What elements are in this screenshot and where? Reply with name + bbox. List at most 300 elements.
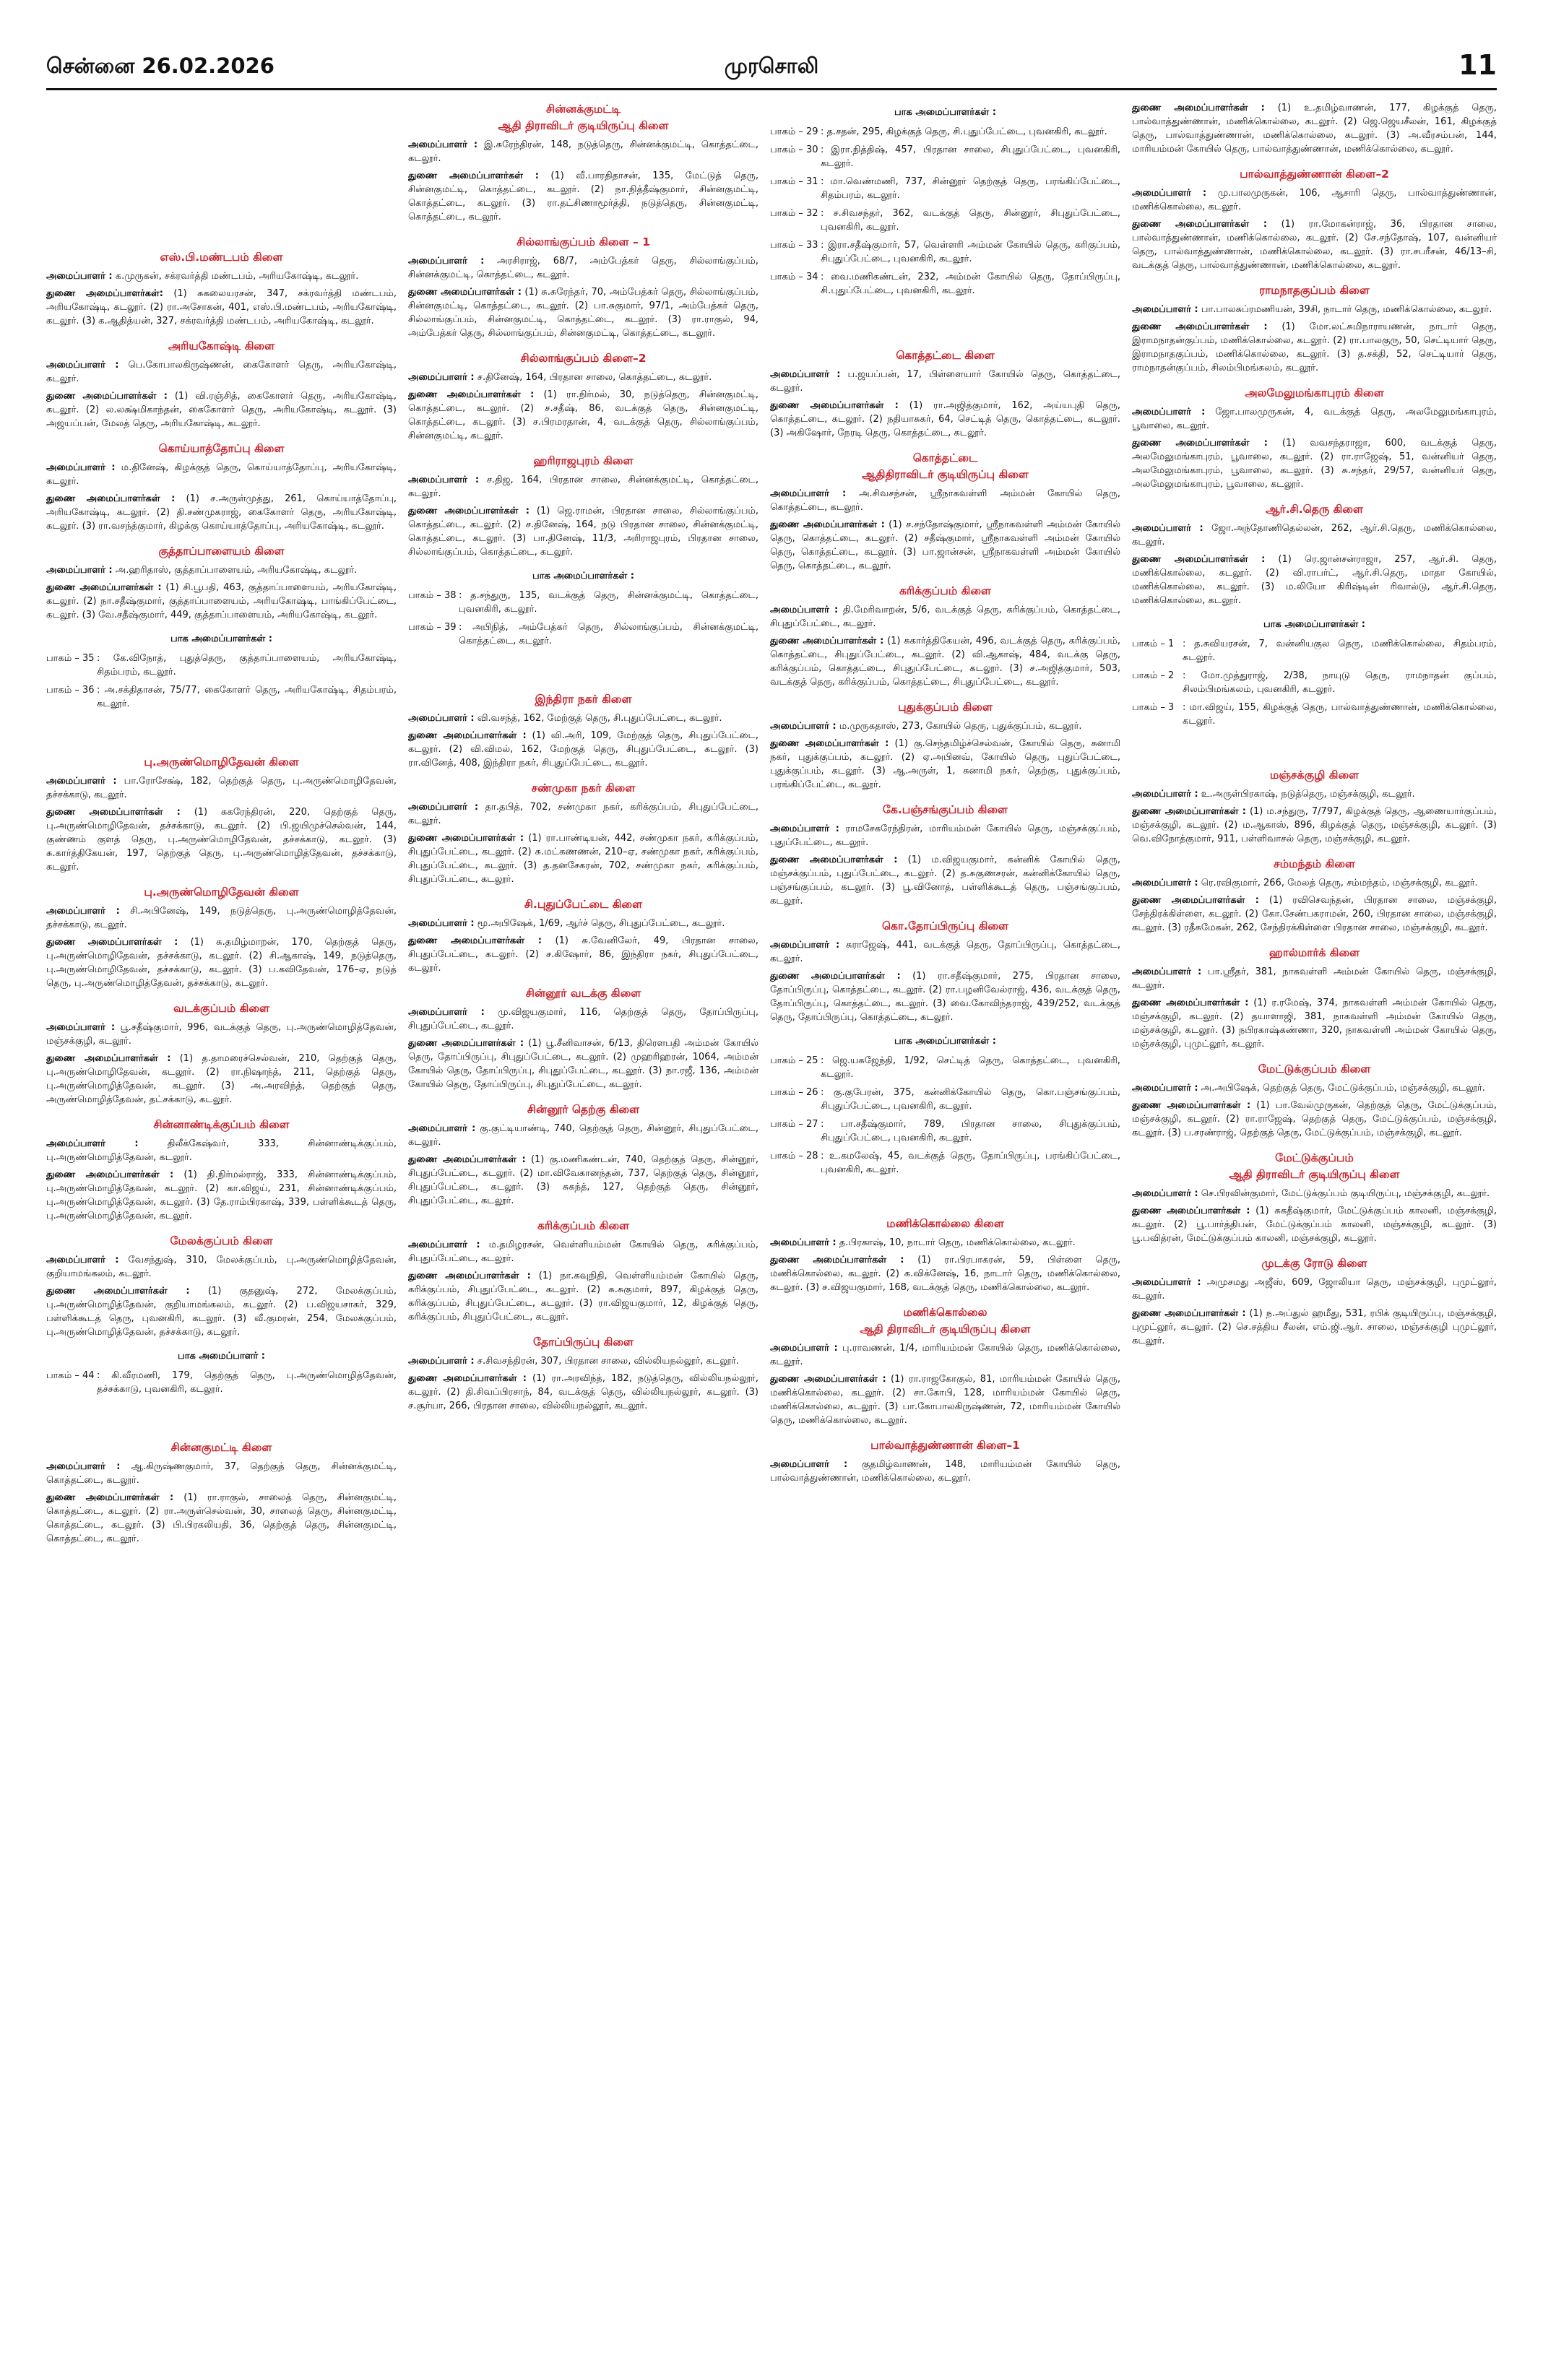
- booth-row: [770, 270, 1120, 298]
- deputy-organizers: [408, 934, 758, 975]
- deputy-text: (1) ஜெ.ராமன், பிரதான சாலை, சில்லாங்குப்பம், கொத்தட்டை, கடலூர். (2) ச.தினேஷ், 164, நடு பிரதான சாலை, சின்னக்குமட்டி, கொத்தட்டை, கடலூர். (3) பா.தினேஷ், 11/3, அரிராஜபுரம், பிரதான சாலை, சில்லாங்குப்பம், கொத்தட்டை, கடலூர்.: [408, 506, 758, 558]
- branch-title: புதுக்குப்பம் கிளை: [898, 701, 993, 714]
- organizer-label: அமைப்பாளர் :: [770, 369, 841, 380]
- deputy-organizers: [408, 504, 758, 559]
- booth-text: : மா.விஜய், 155, கிழக்குத் தெரு, பால்வாத்துண்ணான், மணிக்கொல்லை, கடலூர்.: [1183, 702, 1497, 727]
- deputy-text: (1) ரா.பாண்டியன், 442, சண்முகா நகர், கரிக்குப்பம், சிபுதுப்பேட்டை, கடலூர். (2) சு.மட்கணணன், 210–ஏ, சண்முகா நகர், கரிக்குப்பம், சிபுதுப்பேட்டை, கடலூர். (3) த.தனசேகரன், 702, சண்முகா நகர், கரிக்குப்பம், சிபுதுப்பேட்டை, கடலூர்.: [408, 833, 758, 885]
- deputy-label: துணை அமைப்பாளர்கள் :: [770, 854, 898, 865]
- organizer-label: அமைப்பாளர் :: [408, 1356, 475, 1367]
- deputy-organizers: [1132, 101, 1497, 156]
- booth-number: பாகம் – 2: [1132, 670, 1175, 681]
- deputy-organizers: [408, 729, 758, 770]
- deputy-label: துணை அமைப்பாளர்கள் :: [46, 807, 181, 818]
- organizer-label: அமைப்பாளர் :: [770, 823, 839, 834]
- branch-title: சில்லாங்குப்பம் கிளை – 1: [517, 235, 650, 248]
- organizer-text: ம.தமிழரசன், வெள்ளியம்மன் கோயில் தெரு, கரிக்குப்பம், சிபுதுப்பேட்டை, கடலூர்.: [408, 1239, 758, 1264]
- branch-title: எஸ்.பி.மண்டபம் கிளை: [160, 251, 283, 264]
- deputy-label: துணை அமைப்பாளர்கள் :: [1132, 806, 1246, 817]
- deputy-organizers: [46, 581, 397, 622]
- organizer-label: அமைப்பாளர் :: [770, 1237, 837, 1248]
- organizer-text: சி.அபினேஷ், 149, நடுத்தெரு, பு.அருண்மொழித்தேவன், தச்சக்காடு, கடலூர்.: [46, 906, 397, 930]
- organizer-text: த.பிரகாஷ், 10, நாடார் தெரு, மணிக்கொல்லை, கடலூர்.: [839, 1237, 1076, 1248]
- masthead: [46, 49, 1497, 88]
- deputy-organizers: [1132, 1307, 1497, 1348]
- organizer-label: அமைப்பாளர் :: [46, 360, 119, 371]
- deputy-label: துணை அமைப்பாளர்கள் :: [1132, 1100, 1251, 1111]
- organizer: [1132, 1187, 1497, 1200]
- organizer-text: அமுசமது அஜீஸ், 609, ஜோலியா தெரு, மஞ்சக்குழி, புமுட்லூர், கடலூர்.: [1132, 1277, 1497, 1302]
- deputy-text: (1) ம.விஜயகுமார், கன்னிக் கோயில் தெரு, மஞ்சக்குப்பம், புதுப்பேட்டை, கடலூர். (2) த.சுகுணசரன், கன்னிக்கோயில் தெரு, பஞ்சங்குப்பம், கடலூர். (3) பூ.வினோத், பள்ளிக்கூடத் தெரு, பஞ்சங்குப்பம், கடலூர்.: [770, 854, 1120, 906]
- organizer-label: அமைப்பாளர் :: [46, 1461, 121, 1472]
- deputy-organizers: [408, 1269, 758, 1324]
- booth-text: : கி.வீரமணி, 179, தெற்குத் தெரு, பு.அருண்மொழித்தேவன், தச்சக்காடு, புவனகிரி, கடலூர்.: [97, 1370, 397, 1395]
- deputy-text: (1) சு.சுரேந்தர், 70, அம்பேத்கர் தெரு, சில்லாங்குப்பம், சின்னகுமட்டி, கொத்தட்டை, கடலூர். (2) பா.சுகுமார், 97/1, அம்பேத்கர் தெரு, சில்லாங்குப்பம், சின்னகுமட்டி, கொத்தட்டை, கடலூர். (3) ரா.ராகுல், 94, அம்பேத்கர் தெரு, சில்லாங்குப்பம், சின்னகுமட்டி, கொத்தட்டை, கடலூர்.: [408, 287, 758, 339]
- deputy-label: துணை அமைப்பாளர்கள் :: [1132, 321, 1268, 332]
- organizer-text: பா.ரோசேக்ஷ், 182, தெற்குத் தெரு, பு.அருண்மொழிதேவன், தச்சக்காடு, கடலூர்.: [46, 776, 397, 800]
- deputy-organizers: [1132, 805, 1497, 846]
- deputy-label: துணை அமைப்பாளர்கள்:: [46, 288, 163, 299]
- deputy-organizers: [46, 935, 397, 990]
- deputy-organizers: [46, 805, 397, 874]
- deputy-text: (1) சுகலையரசன், 347, சக்ரவர்த்தி மண்டபம், அரியகோஷ்டி, கடலூர். (2) ரா.அசோகன், 401, எஸ்.பி.மண்டபம், அரியகோஷ்டி, கடலூர். (3) க.ஆதித்யன், 327, சக்ரவர்த்தி மண்டபம், அரியகோஷ்டி, கடலூர்.: [46, 288, 397, 326]
- page-number: 11: [1458, 49, 1497, 81]
- deputy-label: துணை அமைப்பாளர்கள் :: [46, 1053, 171, 1064]
- branch-section: [770, 347, 1120, 440]
- organizer-label: அமைப்பாளர் :: [46, 271, 113, 282]
- branch-section: [770, 699, 1120, 792]
- booth-row: [46, 683, 397, 711]
- branch-title: பு.அருண்மொழிதேவன் கிளை: [144, 886, 299, 899]
- booth-text: : மோ.முத்துராஜ், 2/38, நாயுடு தெரு, ராமநாதன் குப்பம், சிலம்பிமங்கலம், புவனகிரி, கடலூர்.: [1183, 670, 1497, 695]
- organizer: [46, 1021, 397, 1048]
- deputy-organizers: [46, 1168, 397, 1223]
- deputy-label: துணை அமைப்பாளர்கள் :: [46, 493, 176, 504]
- deputy-label: துணை அமைப்பாளர்கள் :: [408, 1154, 526, 1165]
- organizer: [46, 269, 397, 283]
- organizer: [1132, 186, 1497, 214]
- branch-title: அலமேலுமங்காபுரம் கிளை: [1245, 386, 1384, 399]
- branch-section: [46, 338, 397, 430]
- deputy-organizers: [1132, 1099, 1497, 1140]
- deputy-text: (1) சி.பூபதி, 463, குத்தாப்பாளையம், அரியகோஷ்டி, கடலூர். (2) நா.சதீஷ்குமார், குத்தாப்பாளையம், அரியகோஷ்டி, பாங்கிப்பேட்டை, கடலூர். (3) வே.சதீஷ்குமார், 449, குத்தாப்பாளையம், அரியகோஷ்டி, கடலூர்.: [46, 582, 397, 620]
- deputy-label: துணை அமைப்பாளர்கள் :: [46, 391, 168, 402]
- organizer: [1132, 1081, 1497, 1095]
- booth-text: : வை.மணிகண்டன், 232, அம்மன் கோயில் தெரு, தோப்பிருப்பு, சி.புதுப்பேட்டை, புவனகிரி, கடலூர்.: [821, 272, 1120, 296]
- organizer-label: அமைப்பாளர் :: [1132, 789, 1198, 800]
- organizer-text: திலீக்கேஷ்வர், 333, சின்னாண்டிக்குப்பம், பு.அருண்மொழித்தேவன், கடலூர்.: [46, 1138, 397, 1163]
- deputy-label: துணை அமைப்பாளர்கள் :: [46, 1169, 174, 1180]
- branch-title: ஹரிராஜபுரம் கிளை: [533, 454, 634, 467]
- branch-title-line: மணிக்கொல்லை: [903, 1306, 987, 1319]
- deputy-text: (1) ந.அப்துல் ஹமீது, 531, ரபிக் குடியிருப்பு, மஞ்சக்குழி, புமுட்லூர், கடலூர். (2) செ.சத்திய சீலன், எம்.ஜி.ஆர். சாலை, மஞ்சக்குழி புமுட்லூர், கடலூர்.: [1132, 1308, 1497, 1346]
- booth-number: பாகம் – 3: [1132, 702, 1175, 713]
- organizer-text: ராமசேகரேந்திரன், மாரியம்மன் கோயில் தெரு, மஞ்சக்குப்பம், புதுப்பேட்டை, கடலூர்.: [770, 823, 1120, 848]
- organizer: [46, 563, 397, 577]
- organizer-label: அமைப்பாளர் :: [770, 721, 837, 732]
- organizer: [408, 800, 758, 828]
- deputy-label: துணை அமைப்பாளர்கள் :: [770, 1374, 886, 1385]
- deputy-text: (1) ம.சந்துரு, 7/797, கிழக்குத் தெரு, ஆணையார்குப்பம், மஞ்சக்குழி, கடலூர். (2) ம.ஆகாஸ், 896, கிழக்குத் தெரு, மஞ்சக்குழி, கடலூர். (3) வெ.விநோத்குமார், 911, பள்ளிவாசல் தெரு, மஞ்சக்குழி, கடலூர்.: [1132, 806, 1497, 844]
- branch-title: கரிக்குப்பம் கிளை: [537, 1219, 629, 1232]
- branch-section: [770, 583, 1120, 689]
- deputy-text: (1) ச.அருள்முத்து, 261, கொய்யாத்தோப்பு, அரியகோஷ்டி, கடலூர். (2) தி.சண்முகராஜ், கைகோளர் தெரு, அரியகோஷ்டி, கடலூர். (3) ரா.வசந்த்குமார், கிழக்கு கொய்யாத்தோப்பு, அரியகோஷ்டி, கடலூர்.: [46, 493, 397, 532]
- booth-number: பாகம் – 29: [770, 126, 818, 137]
- organizer-text: குதமிழ்வாணன், 148, மாரியம்மன் கோயில் தெரு, பால்வாத்துண்ணான், மணிக்கொல்லை, கடலூர்.: [770, 1459, 1120, 1484]
- branch-title: சம்மந்தம் கிளை: [1274, 857, 1355, 870]
- column-4: [1132, 101, 1497, 2369]
- booth-text: : த.சந்துரு, 135, வடக்குத் தெரு, சின்னக்குமட்டி, கொத்தட்டை, புவனகிரி, கடலூர்.: [459, 590, 758, 615]
- deputy-organizers: [770, 969, 1120, 1024]
- deputy-label: துணை அமைப்பாளர்கள் :: [770, 738, 889, 749]
- booth-subheading: பாக அமைப்பாளர் :: [178, 1351, 265, 1362]
- organizer-text: அ.அபிஷேக், தெற்குத் தெரு, மேட்டுக்குப்பம், மஞ்சக்குழி, கடலூர்.: [1201, 1083, 1485, 1094]
- organizer-label: அமைப்பாளர் :: [1132, 407, 1206, 417]
- branch-section: [408, 453, 758, 559]
- branch-title: பால்வாத்துண்ணான் கிளை–1: [870, 1439, 1020, 1452]
- deputy-text: (1) வி.ரஞ்சித், கைகோளர் தெரு, அரியகோஷ்டி, கடலூர். (2) ல.லக்ஷ்மிகாந்தன், கைகோளர் தெரு, அரியகோஷ்டி, கடலூர். (3) அஜயப்பன், மேலத் தெரு, அரியகோஷ்டி, கடலூர்.: [46, 391, 397, 429]
- organizer-text: உ.அருள்பிரகாஷ், நடுத்தெரு, மஞ்சக்குழி, கடலூர்.: [1201, 789, 1415, 800]
- branch-section: [408, 780, 758, 886]
- booth-text: : ச.சிவசந்தர், 362, வடக்குத் தெரு, சின்னூர், சிபுதுப்பேட்டை, புவனகிரி, கடலூர்.: [821, 208, 1120, 233]
- branch-title: சின்னூர் தெற்கு கிளை: [527, 1103, 640, 1116]
- organizer-label: அமைப்பாளர் :: [770, 940, 840, 951]
- booth-text: : த.சுவியரசன், 7, வன்னியகுல தெரு, மணிக்கொல்லை, சிதம்பரம், கடலூர்.: [1183, 639, 1497, 663]
- branch-title-line: கொத்தட்டை: [912, 451, 978, 464]
- deputy-text: (1) ச.சந்தோஷ்குமார், ஸ்ரீநாகவள்ளி அம்மன் கோயில் தெரு, கொத்தட்டை, கடலூர். (2) சதீஷ்குமார், ஸ்ரீநாகவள்ளி அம்மன் கோயில் தெரு, கொத்தட்டை, கடலூர். (3) பா.ஜான்சன், ஸ்ரீநாகவள்ளி அம்மன் கோயில் தெரு, கொத்தட்டை, கடலூர்.: [770, 519, 1120, 571]
- deputy-label: துணை அமைப்பாளர்கள் :: [770, 971, 901, 982]
- organizer-label: அமைப்பாளர் :: [770, 1343, 838, 1354]
- organizer-label: அமைப்பாளர் :: [770, 1459, 848, 1470]
- deputy-label: துணை அமைப்பாளர்கள் :: [408, 730, 527, 741]
- organizer: [408, 1238, 758, 1265]
- deputy-text: (1) சுகரேந்திரன், 220, தெற்குத் தெரு, பு.அருண்மொழிதேவன், தச்சக்காடு, கடலூர். (2) பி.ஜயிமுச்செல்வன், 144, குண்ணம் குளத் தெரு, பு.அருண்மொழிதேவன், தச்சக்காடு, கடலூர். (3) சு.கார்த்திகேயன், 197, தெற்குத் தெரு, பு.அருண்மொழித்தேவன், தச்சக்காடு, கடலூர்.: [46, 807, 397, 873]
- organizer: [770, 822, 1120, 849]
- deputy-text: (1) மோ.லட்சுமிநாராயணன், நாடார் தெரு, இராமநாதன்குப்பம், மணிக்கொல்லை, கடலூர். (2) ரா.பாலகுரு, 50, செட்டியார் தெரு, இராமநாதகுப்பம், மணிக்கொல்லை, கடலூர். (3) த.சக்தி, 52, செட்டியார் தெரு, ராமநாதன்குப்பம், சிலம்பிமங்கலம், கடலூர்.: [1132, 321, 1497, 373]
- organizer-text: அரசிராஜ், 68/7, அம்பேத்கர் தெரு, சில்லாங்குப்பம், சின்னக்குமட்டி, கொத்தட்டை, கடலூர்.: [408, 256, 758, 280]
- booth-number: பாகம் – 25: [770, 1055, 818, 1066]
- booth-row: [770, 1117, 1120, 1145]
- organizer: [46, 774, 397, 802]
- branch-section: [46, 1000, 397, 1107]
- deputy-text: (1) சு.தமிழ்மாறன், 170, தெற்குத் தெரு, பு.அருண்மொழிதேவன், தச்சக்காடு, கடலூர். (2) சி.ஆகாஷ், 149, நடுத்தெரு, பு.அருண்மொழிதேவன், தச்சக்காடு, கடலூர். (3) ப.கவிதேவன், 176–ஏ, நடுத் தெரு, பு.அருண்மொழித்தேவன், தச்சக்காடு, கடலூர்.: [46, 937, 397, 989]
- branch-section: [46, 884, 397, 990]
- organizer: [770, 938, 1120, 966]
- masthead-paper-name: முரசொலி: [724, 53, 819, 78]
- organizer-text: ச.திஜ, 164, பிரதான சாலை, சின்னக்குமட்டி, கொத்தட்டை, கடலூர்.: [408, 475, 758, 499]
- branch-title: வடக்குப்பம் கிளை: [173, 1002, 270, 1015]
- deputy-text: (1) ரா.அரவிந்த், 182, நடுத்தெரு, வில்லியநல்லூர், கடலூர். (2) தி.சிவப்பிரசாந், 84, வடக்குத் தெரு, வில்லியநல்லூர், கடலூர். (3) ச.சூர்யா, 266, பிரதான சாலை, வில்லியநல்லூர், கடலூர்.: [408, 1373, 758, 1411]
- deputy-text: (1) சுகார்த்திகேயன், 496, வடக்குத் தெரு, கரிக்குப்பம், கொத்தட்டை, சிபுதுப்பேட்டை, கடலூர். (2) வி.ஆகாஷ், 484, வடக்கு தெரு, கரிக்குப்பம், கொத்தட்டை, சிபுதுப்பேட்டை, கடலூர். (3) ச.அஜித்குமார், 503, வடக்குத் தெரு, கரிக்குப்பம், கொத்தட்டை, சிபுதுப்பேட்டை, கடலூர்.: [770, 636, 1120, 688]
- booth-number: பாகம் – 39: [408, 622, 457, 633]
- organizer-text: சுராஜேஷ், 441, வடக்குத் தெரு, தோப்பிருப்பு, கொத்தட்டை, கடலூர்.: [770, 940, 1120, 964]
- deputy-organizers: [408, 1037, 758, 1091]
- organizer-text: செ.பிரவின்குமார், மேட்டுக்குப்பம் குடியிருப்பு, மஞ்சக்குழி, கடலூர்.: [1201, 1188, 1490, 1199]
- deputy-label: துணை அமைப்பாளர்கள் :: [408, 170, 539, 181]
- branch-title: ஆர்.சி.தெரு கிளை: [1266, 503, 1363, 516]
- branch-title: கரிக்குப்பம் கிளை: [899, 584, 991, 597]
- branch-title: மஞ்சக்குழி கிளை: [1269, 769, 1360, 782]
- deputy-text: (1) ரா.ராஜகோகுல், 81, மாரியம்மன் கோயில் தெரு, மணிக்கொல்லை, கடலூர். (2) சா.கோபி, 128, மாரியம்மன் கோயில் தெரு, மணிக்கொல்லை, கடலூர். (3) பா.கோபாலகிருஷ்ணன், 72, மாரியம்மன் கோயில் தெரு, மணிக்கொல்லை, கடலூர்.: [770, 1374, 1120, 1426]
- branch-section: [770, 1216, 1120, 1294]
- booth-text: : அ.சக்திதாசன், 75/77, கைகோளர் தெரு, அரியகோஷ்டி, சிதம்பரம், கடலூர்.: [97, 685, 397, 709]
- branch-title: முடக்கு ரோடு கிளை: [1261, 1257, 1367, 1270]
- branch-section: [408, 234, 758, 340]
- organizer-label: அமைப்பாளர் :: [46, 906, 120, 917]
- organizer-label: அமைப்பாளர் :: [1132, 966, 1202, 977]
- booth-number: பாகம் – 34: [770, 272, 818, 282]
- deputy-organizers: [46, 389, 397, 430]
- branch-section: [770, 918, 1120, 1024]
- branch-title: மணிக்கொல்லை கிளை: [886, 1217, 1004, 1230]
- organizer-label: அமைப்பாளர் :: [46, 565, 113, 576]
- deputy-organizers: [46, 287, 397, 328]
- deputy-label: துணை அமைப்பாளர்கள் :: [1132, 219, 1268, 230]
- deputy-organizers: [1132, 320, 1497, 375]
- branch-section: [46, 1117, 397, 1223]
- organizer-label: அமைப்பாளர் :: [46, 462, 116, 473]
- deputy-label: துணை அமைப்பாளர்கள் :: [1132, 1308, 1246, 1319]
- deputy-text: (1) ரவிசெவந்தன், பிரதான சாலை, மஞ்சக்குழி, சேந்திரக்கிள்ளை, கடலூர். (2) கோ.சேண்பகராமன், 260, பிரதான சாலை, மஞ்சக்குழி, கடலூர். (3) ரதீசுமேகன், 262, சேந்திரக்கிள்ளை பிரதான சாலை, மஞ்சக்குழி, கடலூர்.: [1132, 895, 1497, 933]
- branch-section: [46, 1233, 397, 1339]
- organizer-text: க.முருகன், சக்ரவர்த்தி மண்டபம், அரியகோஷ்டி, கடலூர்.: [115, 271, 359, 282]
- deputy-text: (1) வீ.பாரதிதாசன், 135, மேட்டுத் தெரு, சின்னகுமட்டி, கொத்தட்டை, கடலூர். (2) நா.நித்தீஷ்குமார், சின்னகுமட்டி, கொத்தட்டை, கடலூர். (3) ரா.தட்சிணாமூர்த்தி, நடுத்தெரு, சின்னகுமட்டி, கொத்தட்டை, கடலூர்.: [408, 170, 758, 222]
- booth-organizers: [770, 105, 1120, 298]
- organizer-text: பா.ஸ்ரீதர், 381, நாகவள்ளி அம்மன் கோயில் தெரு, மஞ்சக்குழி, கடலூர்.: [1132, 966, 1497, 991]
- organizer: [1132, 787, 1497, 801]
- deputy-label: துணை அமைப்பாளர்கள் :: [408, 506, 530, 516]
- deputy-organizers: [770, 634, 1120, 689]
- deputy-text: (1) பூ.சீனிவாசன், 6/13, திரௌபதி அம்மன் கோயில் தெரு, தோப்பிருப்பு, சிபுதுப்பேட்டை, கடலூர். (2) முஹரிஹரன், 1064, அம்மன் கோயில் தெரு, தோப்பிருப்பு, சிபுதுப்பேட்டை, கடலூர். (3) நா.ரஜீ, 136, அம்மன் கோயில் தெரு, தோப்பிருப்பு, சிபுதுப்பேட்டை, கடலூர்.: [408, 1038, 758, 1090]
- branch-section: [770, 1304, 1120, 1427]
- branch-title: மேலக்குப்பம் கிளை: [170, 1234, 273, 1247]
- deputy-label: துணை அமைப்பாளர்கள் :: [408, 935, 542, 946]
- branch-title: [1132, 1150, 1497, 1183]
- deputy-organizers: [408, 388, 758, 443]
- organizer: [1132, 405, 1497, 433]
- booth-row: [770, 1086, 1120, 1113]
- booth-row: [408, 589, 758, 616]
- organizer-text: இ.சுரேந்திரன், 148, நடுத்தெரு, சின்னக்குமட்டி, கொத்தட்டை, கடலூர்.: [408, 139, 758, 164]
- deputy-label: துணை அமைப்பாளர்கள் :: [408, 287, 522, 298]
- deputy-organizers: [46, 1491, 397, 1546]
- branch-section: [770, 802, 1120, 908]
- branch-title: சின்னூர் வடக்கு கிளை: [525, 987, 641, 1000]
- branch-section: [408, 1218, 758, 1324]
- deputy-label: துணை அமைப்பாளர்கள் :: [770, 1255, 904, 1265]
- branch-title: குத்தாப்பாளையம் கிளை: [158, 545, 285, 558]
- branch-title: கொத்தட்டை கிளை: [896, 349, 995, 362]
- masthead-date: சென்னை 26.02.2026: [46, 53, 275, 78]
- deputy-organizers: [1132, 1204, 1497, 1245]
- organizer: [770, 1236, 1120, 1250]
- organizer: [408, 254, 758, 282]
- deputy-text: (1) கு.செந்தமிழ்ச்செல்வன், கோயில் தெரு, சுனாமி நகர், புதுக்குப்பம், கடலூர். (2) ஏ.அபினவ், கோயில் தெரு, புதுப்பேட்டை, புதுக்குப்பம், கடலூர். (3) ஆ.அருள், 1, சுனாமி நகர், தெற்கு, புதுக்குப்பம், பரங்கிப்பேட்டை, கடலூர்.: [770, 738, 1120, 790]
- deputy-organizers: [1132, 217, 1497, 272]
- branch-title: சில்லாங்குப்பம் கிளை–2: [520, 352, 647, 365]
- organizer-label: அமைப்பாளர் :: [1132, 878, 1198, 888]
- organizer: [1132, 522, 1497, 549]
- organizer-text: ப.ஜயப்பன், 17, பிள்ளையார் கோயில் தெரு, கொத்தட்டை, கடலூர்.: [770, 369, 1120, 394]
- organizer-text: மு.விஜயகுமார், 116, தெற்குத் தெரு, தோப்பிருப்பு, சிபுதுப்பேட்டை, கடலூர்.: [408, 1007, 758, 1031]
- organizer-label: அமைப்பாளர் :: [408, 256, 485, 267]
- organizer-label: அமைப்பாளர் :: [1132, 1188, 1198, 1199]
- deputy-text: (1) குதனுஷ், 272, மேலக்குப்பம், பு.அருண்மொழித்தேவன், குறியாமங்கலம், கடலூர். (2) ப.விஜயசாகர், 329, பள்ளிக்கூடத் தெரு, புவனகிரி, கடலூர். (3) வீ.குமரன், 254, மேலக்குப்பம், பு.அருண்மொழித்தேவன், தச்சக்காடு, கடலூர்.: [46, 1286, 397, 1338]
- booth-number: பாகம் – 36: [46, 685, 95, 696]
- deputy-organizers: [770, 737, 1120, 792]
- organizer-label: அமைப்பாளர் :: [408, 713, 475, 724]
- deputy-label: துணை அமைப்பாளர்கள் :: [408, 1271, 531, 1281]
- branch-title: மேட்டுக்குப்பம் கிளை: [1258, 1063, 1371, 1076]
- booth-row: [46, 652, 397, 679]
- branch-title: ராமநாதகுப்பம் கிளை: [1259, 284, 1370, 297]
- deputy-label: துணை அமைப்பாளர்கள் :: [46, 1286, 190, 1297]
- booth-row: [770, 1054, 1120, 1081]
- organizer: [408, 371, 758, 384]
- deputy-label: துணை அமைப்பாளர்கள் :: [1132, 895, 1259, 906]
- organizer: [46, 1137, 397, 1164]
- organizer: [408, 1354, 758, 1368]
- deputy-organizers: [770, 399, 1120, 440]
- deputy-organizers: [770, 853, 1120, 908]
- deputy-organizers: [1132, 553, 1497, 607]
- organizer-text: அ.ஹரிதாஸ், குத்தாப்பாளையம், அரியகோஷ்டி, கடலூர்.: [115, 565, 358, 576]
- deputy-organizers: [46, 1284, 397, 1339]
- booth-number: பாகம் – 1: [1132, 639, 1175, 649]
- booth-number: பாகம் – 27: [770, 1119, 818, 1130]
- deputy-text: (1) த.தாமரைச்செல்வன், 210, தெற்குத் தெரு, பு.அருண்மொழிதேவன், கடலூர். (2) ரா.நிஷாந்த், 211, தெற்குத் தெரு, பு.அருண்மொழித்தேவன், கடலூர். (3) அ.அரவிந்த், தெற்குத் தெரு, அருண்மொழித்தேவன், தட்சக்காடு, கடலூர்.: [46, 1053, 397, 1105]
- organizer-label: அமைப்பாளர் :: [408, 1123, 476, 1134]
- booth-text: : கு.குபேரன், 375, கன்னிக்கோயில் தெரு, கொ.பஞ்சங்குப்பம், சிபுதுப்பேட்டை, புவனகிரி, கடலூர்.: [821, 1087, 1120, 1112]
- booth-number: பாகம் – 28: [770, 1151, 818, 1161]
- organizer-text: வி.வசந்த், 162, மேற்குத் தெரு, சி.புதுப்பேட்டை, கடலூர்.: [477, 713, 722, 724]
- organizer-label: அமைப்பாளர் :: [1132, 188, 1207, 199]
- header-rule: [46, 88, 1497, 90]
- booth-row: [1132, 701, 1497, 728]
- booth-row: [770, 207, 1120, 234]
- branch-title: கொய்யாத்தோப்பு கிளை: [158, 442, 285, 455]
- booth-text: : ஜெ.யசுஜேந்தி, 1/92, செட்டித் தெரு, கொத்தட்டை, புவனகிரி, கடலூர்.: [821, 1055, 1120, 1080]
- booth-organizers: [408, 569, 758, 648]
- deputy-text: (1) ர.ரமேஷ், 374, நாகவள்ளி அம்மன் கோயில் தெரு, மஞ்சக்குழி, கடலூர். (2) தயாளாஜி, 381, நாகவள்ளி அம்மன் கோயில் தெரு, மஞ்சக்குழி, கடலூர். (3) நபிரகாஷ்கண்ணா, 320, நாகவள்ளி அம்மன் கோயில் தெரு, மஞ்சக்குழி, புமுட்லூர், கடலூர்.: [1132, 998, 1497, 1050]
- deputy-organizers: [770, 1253, 1120, 1294]
- booth-number: பாகம் – 31: [770, 176, 818, 187]
- branch-title: [408, 101, 758, 134]
- organizer-text: ம.தினேஷ், கிழக்குத் தெரு, கொய்யாத்தோப்பு, அரியகோஷ்டி, கடலூர்.: [46, 462, 397, 487]
- branch-section: [1132, 945, 1497, 1051]
- booth-number: பாகம் – 32: [770, 208, 818, 219]
- branch-title: சண்முகா நகர் கிளை: [531, 782, 636, 795]
- deputy-text: (1) கு.மணிகண்டன், 740, தெற்குத் தெரு, சின்னூர், சிபுதுப்பேட்டை, கடலூர். (2) மா.விவேகானந்தன், 737, தெற்குத் தெரு, சின்னூர், சிபுதுப்பேட்டை, கடலூர். (3) சுகந்த், 127, தெற்குத் தெரு, சின்னூர், சிபுதுப்பேட்டை, கடலூர்.: [408, 1154, 758, 1206]
- branch-section: [46, 441, 397, 533]
- organizer-text: ஜோ.அந்தோணிதெல்லன், 262, ஆர்.சி.தெரு, மணிக்கொல்லை, கடலூர்.: [1132, 523, 1497, 548]
- branch-title: அரியகோஷ்டி கிளை: [168, 339, 275, 352]
- branch-section: [770, 1437, 1120, 1485]
- organizer-text: மூ.அபிஷேக், 1/69, ஆர்ச் தெரு, சிபுதுப்பேட்டை, கடலூர்.: [477, 918, 725, 929]
- deputy-organizers: [1132, 893, 1497, 935]
- booth-text: : உ.கமலேஷ், 45, வடக்குத் தெரு, தோப்பிருப்பு, பரங்கிப்பேட்டை, புவனகிரி, கடலூர்.: [821, 1151, 1120, 1175]
- booth-row: [770, 143, 1120, 170]
- branch-section: [408, 1102, 758, 1208]
- organizer-label: அமைப்பாளர் :: [408, 475, 480, 485]
- branch-title: சி.புதுப்பேட்டை கிளை: [524, 898, 643, 911]
- branch-section: [1132, 1061, 1497, 1140]
- booth-text: : இரா.சதீஷ்குமார், 57, வெள்ளரி அம்மன் கோயில் தெரு, கரிகுப்பம், சிபுதுப்பேட்டை, புவனகிரி, கடலூர்.: [821, 240, 1120, 264]
- organizer: [46, 358, 397, 386]
- deputy-label: துணை அமைப்பாளர்கள் :: [770, 519, 885, 530]
- organizer-text: கு.குட்டியாண்டி, 740, தெற்குத் தெரு, சின்னூர், சிபுதுப்பேட்டை, கடலூர்.: [408, 1123, 758, 1148]
- branch-title: பால்வாத்துண்ணான் கிளை–2: [1240, 168, 1389, 181]
- branch-section: [408, 1334, 758, 1413]
- booth-number: பாகம் – 33: [770, 240, 818, 251]
- organizer-text: பூ.சதீஷ்குமார், 996, வடக்குத் தெரு, பு.அருண்மொழித்தேவன், மஞ்சக்குழி, கடலூர்.: [46, 1022, 397, 1047]
- organizer-text: ச.சிவசந்திரன், 307, பிரதான சாலை, வில்லியநல்லூர், கடலூர்.: [477, 1356, 740, 1367]
- organizer: [408, 473, 758, 501]
- booth-text: : கே.விநோத், புதுத்தெரு, குத்தாப்பாளையம், அரியகோஷ்டி, சிதம்பரம், கடலூர்.: [97, 653, 397, 678]
- deputy-label: துணை அமைப்பாளர்கள் :: [1132, 103, 1265, 113]
- branch-section: [46, 1440, 397, 1546]
- branch-section: [46, 249, 397, 328]
- booth-organizers: [46, 632, 397, 711]
- deputy-label: துணை அமைப்பாளர்கள் :: [1132, 438, 1268, 449]
- organizer-label: அமைப்பாளர் :: [46, 776, 117, 787]
- branch-title-line: ஆதிதிராவிடர் குடியிருப்பு கிளை: [862, 468, 1029, 481]
- booth-row: [770, 175, 1120, 202]
- deputy-organizers: [408, 169, 758, 224]
- organizer-label: அமைப்பாளர் :: [46, 1138, 139, 1149]
- deputy-label: துணை அமைப்பாளர்கள் :: [1132, 554, 1266, 565]
- branch-section: [408, 896, 758, 975]
- booth-row: [1132, 637, 1497, 665]
- booth-text: : பா.சதீஷ்குமார், 789, பிரதான சாலை, சிபுதுக்குப்பம், சிபுதுப்பேட்டை, புவனகிரி, கடலூர்.: [821, 1119, 1120, 1143]
- booth-row: [770, 1149, 1120, 1177]
- deputy-text: (1) ரா.ராகுல், சாலைத் தெரு, சின்னகுமட்டி, கொத்தட்டை, கடலூர். (2) ரா.அருள்செல்வன், 30, சாலைத் தெரு, சின்னகுமட்டி, கொத்தட்டை, கடலூர். (3) பி.பிரகலியதி, 36, தெற்குத் தெரு, சின்னகுமட்டி, கொத்தட்டை, கடலூர்.: [46, 1492, 397, 1544]
- column-3: [770, 101, 1120, 2369]
- organizer: [46, 461, 397, 488]
- booth-text: : அபிநித், அம்பேத்கர் தெரு, சில்லாங்குப்பம், சின்னக்குமட்டி, கொத்தட்டை, கடலூர்.: [459, 622, 758, 646]
- organizer-label: அமைப்பாளர் :: [1132, 1083, 1198, 1094]
- branch-section: [1132, 282, 1497, 375]
- organizer: [46, 1253, 397, 1281]
- organizer: [770, 719, 1120, 733]
- deputy-label: துணை அமைப்பாளர்கள் :: [46, 1492, 174, 1503]
- organizer-label: அமைப்பாளர் :: [1132, 304, 1198, 315]
- booth-number: பாகம் – 35: [46, 653, 95, 664]
- organizer-text: ச.தினேஷ், 164, பிரதான சாலை, கொத்தட்டை, கடலூர்.: [477, 372, 712, 383]
- organizer-label: அமைப்பாளர் :: [46, 1255, 119, 1265]
- deputy-label: துணை அமைப்பாளர்கள் :: [1132, 998, 1249, 1008]
- booth-number: பாகம் – 38: [408, 590, 457, 601]
- branch-section-continued: [1132, 101, 1497, 156]
- booth-organizers: [46, 1349, 397, 1396]
- deputy-organizers: [46, 1052, 397, 1107]
- organizer-label: அமைப்பாளர் :: [408, 802, 479, 813]
- organizer-label: அமைப்பாளர் :: [408, 372, 475, 383]
- booth-subheading: பாக அமைப்பாளர்கள் :: [532, 571, 634, 581]
- deputy-organizers: [1132, 436, 1497, 491]
- organizer-text: ரெ.ரவிகுமார், 266, மேலத் தெரு, சம்மந்தம், மஞ்சக்குழி, கடலூர்.: [1201, 878, 1478, 888]
- organizer: [1132, 965, 1497, 992]
- branch-section: [408, 350, 758, 443]
- branch-title: சின்னகுமட்டி கிளை: [170, 1441, 272, 1454]
- branch-section: [1132, 767, 1497, 846]
- deputy-label: துணை அமைப்பாளர்கள் :: [770, 400, 899, 411]
- deputy-text: (1) ரா.நிர்மல், 30, நடுத்தெரு, சின்னகுமட்டி, கொத்தட்டை, கடலூர். (2) ச.சதீஷ், 86, வடக்குத் தெரு, சின்னகுமட்டி, கொத்தட்டை, கடலூர். (3) ச.பிரமரதான், 4, வடக்குத் தெரு, சில்லாங்குப்பம், சின்னகுமட்டி, கடலூர்.: [408, 389, 758, 441]
- organizer: [770, 368, 1120, 395]
- organizer: [770, 1341, 1120, 1369]
- deputy-text: (1) சுகதீஷ்குமார், மேட்டுக்குப்பம் காலனி, மஞ்சக்குழி, கடலூர். (2) பூ.பார்த்திபன், மேட்டுக்குப்பம் காலனி, மஞ்சக்குழி, கடலூர். (3) பூ.பவித்ரன், மேட்டுக்குப்பம் காலனி, மஞ்சக்குழி, கடலூர்.: [1132, 1206, 1497, 1244]
- deputy-text: (1) ரா.மோகன்ராஜ், 36, பிரதான சாலை, பால்வாத்துண்ணான், மணிக்கொல்லை, கடலூர். (2) சே.சந்தோஷ், 107, வன்னியர் தெரு, பால்வாத்துண்ணான், மணிக்கொல்லை, கடலூர். (3) ரா.சபரீசன், 46/13–சி, வடக்குத் தெரு, பால்வாத்துண்ணான், மணிக்கொல்லை, கடலூர்.: [1132, 219, 1497, 271]
- branch-title: ஹால்மார்க் கிளை: [1268, 946, 1360, 959]
